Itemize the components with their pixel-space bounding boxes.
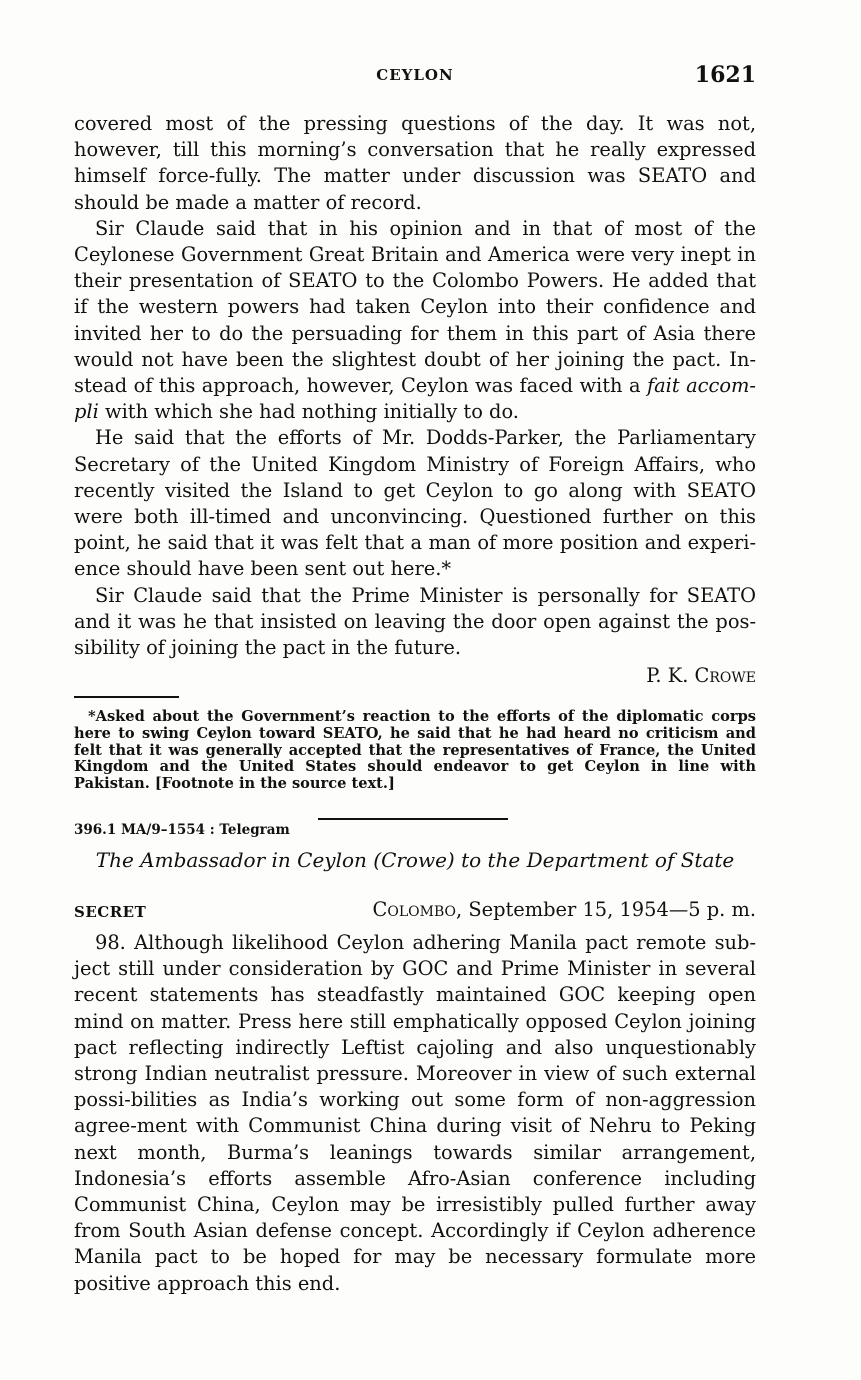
telegram-paragraph: 98. Although likelihood Ceylon adhering Manila pact remote sub-ject still under consideration by GOC and Prime Minister in several recent statements has steadfastly maintained GOC keeping open mind on matter. Press here still emphatically opposed Ceylon joining pact reflecting indirectly Leftist cajoling and also unquestionably strong Indian neutralist pressure. Moreover in view of such external possi-bilities as India’s working out some form of non-aggression agree-ment with Communist China during visit of Nehru to Peking next month, Burma’s leanings towards similar arrangement, Indonesia’s efforts assemble Afro-Asian conference including Communist China, Ceylon may be irresistibly pulled further away from South Asian defense concept. Accordingly if Ceylon adherence Manila pact to be hoped for may be necessary formulate more positive approach this end. xyxy=(74,931,756,1295)
signature-initials: P. K. xyxy=(646,664,689,687)
paragraph-dodds-parker: He said that the efforts of Mr. Dodds-Parker, the Parliamentary Secretary of the United Kingdom Ministry of Foreign Affairs, who recently visited the Island to get Ceylon to go along with SEATO were both ill-timed and unconvincing. Questioned further on this point, he said that it was felt that a man of more position and experi-ence should have been sent out here.* xyxy=(74,426,756,581)
paragraph-italic-phrase: fait accom-pli xyxy=(74,374,756,424)
telegram-body xyxy=(74,930,756,1297)
page-number: 1621 xyxy=(694,62,756,88)
footnote-text: *Asked about the Government’s reaction to the efforts of the diplomatic corps here to swing Ceylon toward SEATO, he said that he had heard no criticism and felt that it was generally accepted that the representatives of France, the United Kingdom and the United States should endeavor to get Ceylon in line with Pakistan. [Footnote in the source text.] xyxy=(74,708,756,793)
document-divider xyxy=(318,818,508,820)
signature-surname: Crowe xyxy=(694,664,756,687)
classification-label: SECRET xyxy=(74,903,147,921)
footnote xyxy=(74,709,756,793)
dateline xyxy=(373,898,756,921)
paragraph-prime-minister: Sir Claude said that the Prime Minister is personally for SEATO and it was he that insisted on leaving the door open against the pos-sibility of joining the pact in the future. xyxy=(74,583,756,660)
running-head: CEYLON xyxy=(376,66,454,84)
document-title: The Ambassador in Ceylon (Crowe) to the Department of State xyxy=(95,848,735,872)
paragraph-continued: covered most of the pressing questions of the day. It was not, however, till this morning’s conversation that he really expressed himself force-fully. The matter under discussion was SEATO and should be made a matter of record. xyxy=(74,112,756,214)
footnote-divider xyxy=(74,696,179,698)
paragraph-text: Sir Claude said that in his opinion and in that of most of the Ceylonese Government Great Britain and America were very inept in their presentation of SEATO to the Colombo Powers. He added that if the western powers had taken Ceylon into their confidence and invited her to do the persuading for them in this part of Asia there would not have been the slightest doubt of her joining the pact. In-stead of this approach, however, Ceylon was faced with a xyxy=(74,216,756,398)
paragraph-text: with which she had nothing initially to do. xyxy=(98,400,519,424)
page-header xyxy=(74,62,756,90)
signature xyxy=(646,664,756,687)
paragraph-sir-claude-opinion xyxy=(74,216,756,426)
memo-body xyxy=(74,111,756,661)
file-reference: 396.1 MA/9–1554 : Telegram xyxy=(74,822,290,838)
dateline-place: Colombo, xyxy=(372,898,463,921)
dateline-date: September 15, 1954—5 p. m. xyxy=(462,898,756,921)
